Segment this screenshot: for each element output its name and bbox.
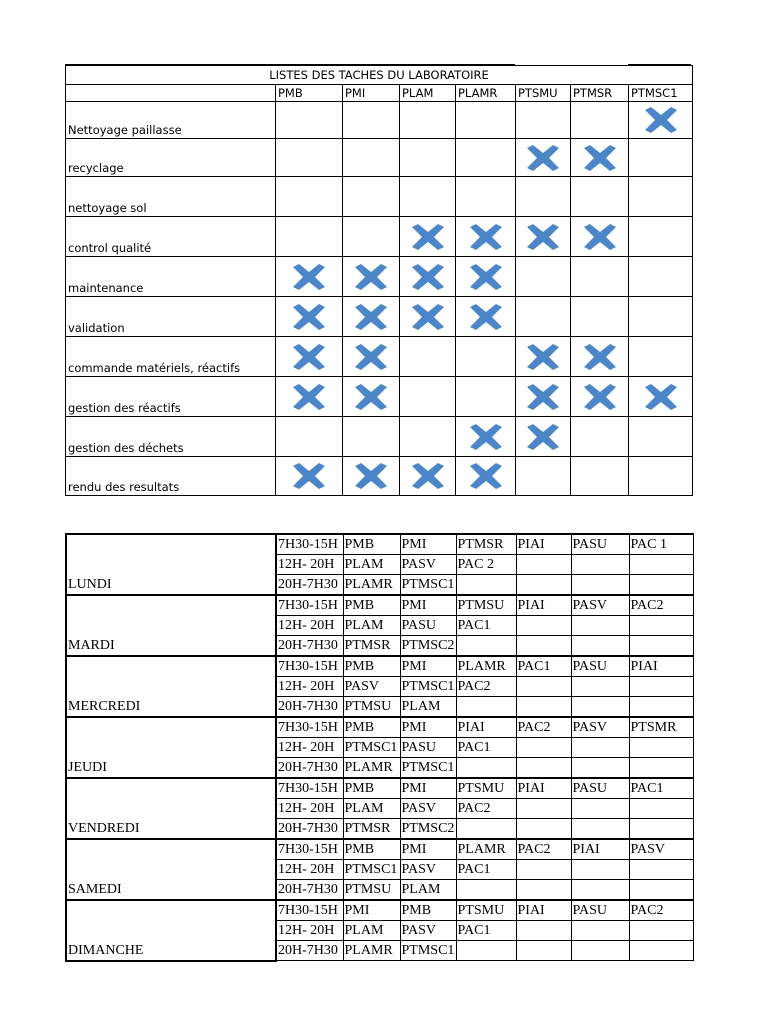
cross-icon	[583, 145, 617, 171]
task-mark-cell	[400, 377, 456, 417]
task-mark-cell	[400, 257, 456, 297]
staff-cell: PASU	[571, 778, 629, 799]
column-header: PTMSR	[571, 85, 629, 102]
shift-time: 7H30-15H	[276, 717, 343, 738]
staff-cell: PASV	[400, 555, 456, 575]
staff-cell	[629, 636, 693, 657]
shift-time: 7H30-15H	[276, 778, 343, 799]
shift-time: 7H30-15H	[276, 595, 343, 616]
staff-cell: PTMSC1	[400, 677, 456, 697]
task-mark-cell	[343, 417, 400, 457]
staff-cell	[571, 880, 629, 901]
day-label: VENDREDI	[66, 778, 276, 839]
cross-icon	[469, 224, 503, 250]
staff-cell: PMI	[400, 839, 456, 860]
staff-cell: PAC2	[629, 595, 693, 616]
staff-cell: PMB	[343, 534, 400, 555]
staff-cell: PAC1	[516, 656, 571, 677]
staff-cell: PAC1	[456, 860, 516, 880]
cross-icon	[292, 344, 326, 370]
task-row	[66, 257, 693, 297]
cross-icon	[354, 304, 388, 330]
task-row	[66, 417, 693, 457]
staff-cell: PAC1	[456, 921, 516, 941]
task-label: maintenance	[66, 257, 276, 297]
shift-time: 20H-7H30	[276, 575, 343, 596]
task-mark-cell	[456, 457, 516, 496]
staff-cell	[456, 758, 516, 779]
column-header: PMB	[276, 85, 343, 102]
staff-cell	[516, 616, 571, 636]
staff-cell: PTMSU	[343, 697, 400, 718]
cross-icon	[354, 384, 388, 410]
task-mark-cell	[516, 297, 571, 337]
column-header: PTSMU	[516, 85, 571, 102]
staff-cell: PASU	[571, 534, 629, 555]
cross-icon	[354, 463, 388, 489]
shift-time: 12H- 20H	[276, 921, 343, 941]
task-row	[66, 457, 693, 496]
staff-cell: PASV	[571, 595, 629, 616]
staff-cell	[629, 738, 693, 758]
task-mark-cell	[571, 377, 629, 417]
staff-cell	[571, 555, 629, 575]
task-mark-cell	[456, 337, 516, 377]
task-mark-cell	[516, 139, 571, 177]
task-mark-cell	[516, 457, 571, 496]
task-mark-cell	[456, 217, 516, 257]
task-mark-cell	[629, 217, 693, 257]
task-mark-cell	[343, 297, 400, 337]
staff-cell: PMB	[343, 656, 400, 677]
cross-icon	[411, 304, 445, 330]
staff-cell	[571, 677, 629, 697]
staff-cell	[516, 555, 571, 575]
task-mark-cell	[571, 457, 629, 496]
staff-cell: PTMSC2	[400, 819, 456, 840]
staff-cell	[456, 880, 516, 901]
staff-cell	[516, 819, 571, 840]
staff-cell: PTMSR	[456, 534, 516, 555]
staff-cell: PIAI	[571, 839, 629, 860]
shift-time: 12H- 20H	[276, 677, 343, 697]
day-label: MERCREDI	[66, 656, 276, 717]
staff-cell: PMB	[400, 900, 456, 921]
task-mark-cell	[629, 139, 693, 177]
shift-time: 20H-7H30	[276, 880, 343, 901]
staff-cell	[629, 819, 693, 840]
task-mark-cell	[456, 139, 516, 177]
cross-icon	[354, 264, 388, 290]
staff-cell: PTMSC1	[400, 575, 456, 596]
task-mark-cell	[629, 417, 693, 457]
staff-cell: PASU	[400, 616, 456, 636]
staff-cell	[516, 921, 571, 941]
column-header: PLAM	[400, 85, 456, 102]
schedule-row	[66, 900, 693, 921]
task-mark-cell	[276, 102, 343, 139]
task-mark-cell	[343, 177, 400, 217]
task-mark-cell	[571, 337, 629, 377]
task-mark-cell	[456, 102, 516, 139]
staff-cell: PTMSU	[456, 595, 516, 616]
staff-cell: PLAM	[400, 697, 456, 718]
task-mark-cell	[276, 257, 343, 297]
task-mark-cell	[400, 102, 456, 139]
task-mark-cell	[456, 297, 516, 337]
task-mark-cell	[571, 102, 629, 139]
task-mark-cell	[516, 217, 571, 257]
task-mark-cell	[276, 457, 343, 496]
staff-cell: PLAMR	[456, 656, 516, 677]
shift-time: 7H30-15H	[276, 656, 343, 677]
task-label: commande matériels, réactifs	[66, 337, 276, 377]
task-row	[66, 139, 693, 177]
task-label: validation	[66, 297, 276, 337]
task-mark-cell	[571, 297, 629, 337]
staff-cell: PAC2	[516, 839, 571, 860]
task-mark-cell	[516, 177, 571, 217]
staff-cell	[629, 941, 693, 961]
staff-cell	[629, 758, 693, 779]
staff-cell	[456, 697, 516, 718]
cross-icon	[526, 384, 560, 410]
staff-cell: PAC 1	[629, 534, 693, 555]
staff-cell	[516, 880, 571, 901]
task-mark-cell	[276, 417, 343, 457]
cross-icon	[469, 463, 503, 489]
staff-cell	[516, 636, 571, 657]
cross-icon	[526, 424, 560, 450]
staff-cell	[629, 697, 693, 718]
shift-time: 12H- 20H	[276, 738, 343, 758]
cross-icon	[526, 344, 560, 370]
task-label: nettoyage sol	[66, 177, 276, 217]
task-mark-cell	[400, 337, 456, 377]
cross-icon	[292, 264, 326, 290]
staff-cell: PMB	[343, 717, 400, 738]
task-mark-cell	[571, 139, 629, 177]
task-mark-cell	[571, 417, 629, 457]
staff-cell	[629, 921, 693, 941]
staff-cell: PLAMR	[343, 941, 400, 961]
staff-cell: PLAM	[400, 880, 456, 901]
shift-time: 12H- 20H	[276, 799, 343, 819]
staff-cell: PAC2	[456, 799, 516, 819]
cross-icon	[583, 344, 617, 370]
staff-cell: PMI	[400, 534, 456, 555]
task-mark-cell	[400, 217, 456, 257]
staff-cell	[629, 575, 693, 596]
staff-cell: PAC2	[629, 900, 693, 921]
staff-cell	[516, 860, 571, 880]
task-mark-cell	[629, 337, 693, 377]
column-header: PTMSC1	[629, 85, 693, 102]
staff-cell: PTMSC2	[400, 636, 456, 657]
staff-cell: PASV	[571, 717, 629, 738]
task-mark-cell	[516, 102, 571, 139]
staff-cell: PMI	[400, 656, 456, 677]
staff-cell	[629, 880, 693, 901]
staff-cell: PTMSC1	[343, 860, 400, 880]
cross-icon	[526, 224, 560, 250]
task-mark-cell	[343, 102, 400, 139]
staff-cell: PTMSR	[343, 819, 400, 840]
staff-cell: PAC2	[456, 677, 516, 697]
task-mark-cell	[629, 102, 693, 139]
schedule-row	[66, 839, 693, 860]
cross-icon	[644, 107, 678, 133]
task-mark-cell	[629, 297, 693, 337]
staff-cell	[456, 941, 516, 961]
column-header: PMI	[343, 85, 400, 102]
cross-icon	[469, 424, 503, 450]
day-label: MARDI	[66, 595, 276, 656]
task-mark-cell	[571, 177, 629, 217]
task-label: recyclage	[66, 139, 276, 177]
cross-icon	[292, 304, 326, 330]
staff-cell: PTMSC1	[343, 738, 400, 758]
staff-cell: PLAMR	[343, 575, 400, 596]
task-row	[66, 377, 693, 417]
cross-icon	[526, 145, 560, 171]
task-mark-cell	[516, 377, 571, 417]
staff-cell	[571, 799, 629, 819]
staff-cell: PAC1	[629, 778, 693, 799]
staff-cell: PASV	[400, 860, 456, 880]
shift-time: 7H30-15H	[276, 534, 343, 555]
task-row	[66, 337, 693, 377]
staff-cell: PTSMR	[629, 717, 693, 738]
staff-cell: PLAM	[343, 921, 400, 941]
staff-cell: PLAM	[343, 799, 400, 819]
staff-cell	[516, 575, 571, 596]
task-mark-cell	[276, 139, 343, 177]
staff-cell	[571, 616, 629, 636]
cross-icon	[292, 384, 326, 410]
cross-icon	[354, 344, 388, 370]
staff-cell	[571, 819, 629, 840]
task-mark-cell	[571, 257, 629, 297]
staff-cell: PIAI	[516, 778, 571, 799]
staff-cell: PASU	[571, 900, 629, 921]
schedule-row	[66, 717, 693, 738]
task-mark-cell	[343, 217, 400, 257]
task-mark-cell	[343, 337, 400, 377]
task-mark-cell	[629, 457, 693, 496]
task-mark-cell	[629, 257, 693, 297]
task-mark-cell	[343, 139, 400, 177]
task-label: control qualité	[66, 217, 276, 257]
staff-cell	[571, 921, 629, 941]
task-mark-cell	[343, 257, 400, 297]
staff-cell: PMI	[400, 595, 456, 616]
staff-cell	[571, 697, 629, 718]
staff-cell	[571, 758, 629, 779]
task-mark-cell	[400, 177, 456, 217]
staff-cell	[516, 941, 571, 961]
corner-cell	[66, 85, 276, 102]
task-mark-cell	[456, 417, 516, 457]
shift-time: 12H- 20H	[276, 860, 343, 880]
task-mark-cell	[400, 457, 456, 496]
staff-cell: PIAI	[456, 717, 516, 738]
staff-cell: PASU	[571, 656, 629, 677]
day-label: JEUDI	[66, 717, 276, 778]
staff-cell	[516, 799, 571, 819]
cross-icon	[411, 264, 445, 290]
staff-cell: PIAI	[516, 595, 571, 616]
day-label: DIMANCHE	[66, 900, 276, 961]
task-mark-cell	[400, 297, 456, 337]
cross-icon	[583, 384, 617, 410]
staff-cell	[516, 677, 571, 697]
task-mark-cell	[571, 217, 629, 257]
task-mark-cell	[629, 377, 693, 417]
staff-cell	[516, 758, 571, 779]
shift-time: 20H-7H30	[276, 697, 343, 718]
staff-cell: PLAMR	[343, 758, 400, 779]
staff-cell	[571, 941, 629, 961]
task-row	[66, 177, 693, 217]
staff-cell: PIAI	[516, 900, 571, 921]
task-mark-cell	[400, 139, 456, 177]
task-mark-cell	[276, 177, 343, 217]
staff-cell: PLAMR	[456, 839, 516, 860]
task-label: gestion des réactifs	[66, 377, 276, 417]
staff-cell	[516, 697, 571, 718]
task-label: Nettoyage paillasse	[66, 102, 276, 139]
task-mark-cell	[400, 417, 456, 457]
staff-cell	[571, 636, 629, 657]
staff-cell	[629, 799, 693, 819]
task-mark-cell	[516, 417, 571, 457]
staff-cell	[629, 555, 693, 575]
staff-cell	[571, 860, 629, 880]
task-mark-cell	[276, 217, 343, 257]
staff-cell: PTMSC1	[400, 941, 456, 961]
staff-cell: PTSMU	[456, 900, 516, 921]
cross-icon	[411, 463, 445, 489]
cross-icon	[411, 224, 445, 250]
task-mark-cell	[516, 337, 571, 377]
staff-cell: PLAM	[343, 555, 400, 575]
task-mark-cell	[456, 257, 516, 297]
task-row	[66, 217, 693, 257]
day-label: SAMEDI	[66, 839, 276, 900]
staff-cell: PAC 2	[456, 555, 516, 575]
task-row	[66, 297, 693, 337]
schedule-table	[65, 533, 694, 962]
staff-cell	[516, 738, 571, 758]
task-label: gestion des déchets	[66, 417, 276, 457]
task-mark-cell	[343, 377, 400, 417]
task-mark-cell	[456, 377, 516, 417]
task-table-title: LISTES DES TACHES DU LABORATOIRE	[66, 66, 693, 85]
staff-cell	[571, 738, 629, 758]
column-header: PLAMR	[456, 85, 516, 102]
shift-time: 20H-7H30	[276, 941, 343, 961]
staff-cell	[629, 616, 693, 636]
staff-cell: PAC2	[516, 717, 571, 738]
task-mark-cell	[343, 457, 400, 496]
task-mark-cell	[516, 257, 571, 297]
task-row	[66, 102, 693, 139]
staff-cell: PAC1	[456, 616, 516, 636]
staff-cell	[456, 819, 516, 840]
schedule-row	[66, 778, 693, 799]
staff-cell	[456, 575, 516, 596]
staff-cell: PIAI	[516, 534, 571, 555]
shift-time: 20H-7H30	[276, 758, 343, 779]
shift-time: 12H- 20H	[276, 616, 343, 636]
staff-cell	[571, 575, 629, 596]
task-mark-cell	[456, 177, 516, 217]
cross-icon	[469, 264, 503, 290]
staff-cell: PTMSR	[343, 636, 400, 657]
task-mark-cell	[276, 377, 343, 417]
task-mark-cell	[629, 177, 693, 217]
shift-time: 12H- 20H	[276, 555, 343, 575]
day-label: LUNDI	[66, 534, 276, 595]
staff-cell: PTMSC1	[400, 758, 456, 779]
task-table	[65, 65, 693, 496]
staff-cell: PASV	[629, 839, 693, 860]
task-mark-cell	[276, 337, 343, 377]
staff-cell: PAC1	[456, 738, 516, 758]
schedule-row	[66, 595, 693, 616]
schedule-row	[66, 656, 693, 677]
task-label: rendu des resultats	[66, 457, 276, 496]
staff-cell	[629, 677, 693, 697]
staff-cell	[629, 860, 693, 880]
staff-cell: PASV	[343, 677, 400, 697]
shift-time: 7H30-15H	[276, 900, 343, 921]
staff-cell	[456, 636, 516, 657]
staff-cell: PASV	[400, 921, 456, 941]
schedule-row	[66, 534, 693, 555]
shift-time: 7H30-15H	[276, 839, 343, 860]
staff-cell: PASU	[400, 738, 456, 758]
staff-cell: PMI	[400, 778, 456, 799]
task-mark-cell	[276, 297, 343, 337]
staff-cell: PMB	[343, 595, 400, 616]
staff-cell: PASV	[400, 799, 456, 819]
staff-cell: PMB	[343, 839, 400, 860]
staff-cell: PLAM	[343, 616, 400, 636]
staff-cell: PMB	[343, 778, 400, 799]
cross-icon	[469, 304, 503, 330]
staff-cell: PIAI	[629, 656, 693, 677]
staff-cell: PTSMU	[456, 778, 516, 799]
cross-icon	[292, 463, 326, 489]
shift-time: 20H-7H30	[276, 636, 343, 657]
shift-time: 20H-7H30	[276, 819, 343, 840]
staff-cell: PMI	[400, 717, 456, 738]
staff-cell: PMI	[343, 900, 400, 921]
cross-icon	[644, 384, 678, 410]
cross-icon	[583, 224, 617, 250]
staff-cell: PTMSU	[343, 880, 400, 901]
